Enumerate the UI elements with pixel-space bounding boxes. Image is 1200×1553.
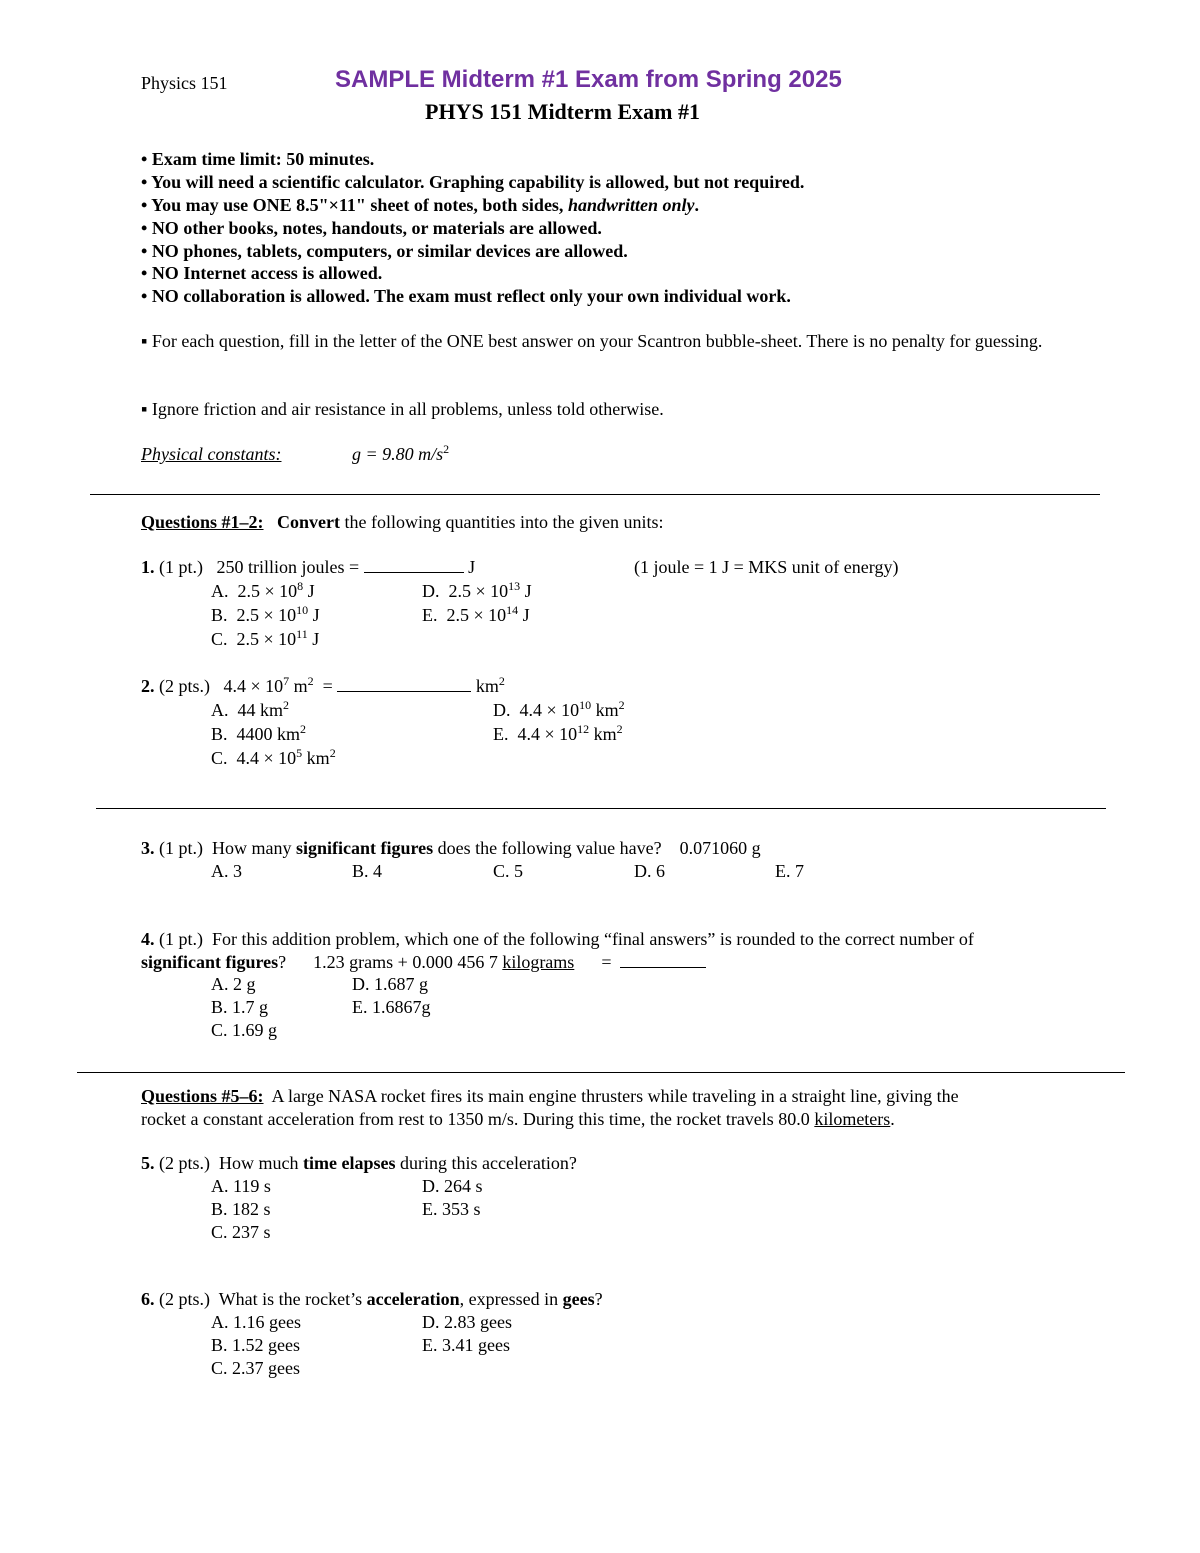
rule-text: NO collaboration is allowed. The exam must reflect only your own individual work. — [151, 286, 791, 306]
option-b: B. 4 — [352, 861, 383, 881]
question-points: (1 pt.) — [159, 557, 203, 577]
exponent: 2 — [443, 442, 450, 456]
option-c: C. 237 s — [211, 1222, 271, 1242]
question-number: 5. — [141, 1153, 155, 1173]
question-number: 6. — [141, 1289, 155, 1309]
instruction-text: Ignore friction and air resistance in all problems, unless told otherwise. — [151, 399, 664, 419]
option-e: E. 7 — [775, 861, 804, 881]
bullet: • — [141, 172, 148, 192]
bullet: • — [141, 241, 148, 261]
group-bold: Convert — [277, 512, 340, 532]
bullet: ▪ — [141, 331, 148, 351]
rule-item — [141, 285, 791, 307]
divider — [77, 1072, 1125, 1073]
question-number: 3. — [141, 838, 155, 858]
sample-title: SAMPLE Midterm #1 Exam from Spring 2025 — [335, 66, 842, 93]
group-text: the following quantities into the given units: — [340, 512, 664, 532]
option-c: C. 2.37 gees — [211, 1358, 300, 1378]
bullet: • — [141, 218, 148, 238]
question-note: (1 joule = 1 J = MKS unit of energy) — [634, 557, 899, 577]
rule-text: . — [694, 195, 699, 215]
constants-label: Physical constants: — [141, 444, 282, 464]
rule-text: NO Internet access is allowed. — [151, 263, 383, 283]
question-points: (1 pt.) — [159, 929, 203, 949]
question-points: (2 pts.) — [159, 1153, 210, 1173]
rule-text: Exam time limit: 50 minutes. — [151, 149, 375, 169]
rule-item — [141, 262, 382, 284]
option-e: E. 353 s — [422, 1199, 481, 1219]
answer-unit: J — [468, 557, 476, 577]
group-label: Questions #1–2: — [141, 512, 264, 532]
answer-blank — [337, 675, 471, 692]
rule-item — [141, 217, 602, 239]
question-prompt: 250 trillion joules = — [216, 557, 360, 577]
answer-blank — [364, 556, 464, 573]
bullet: • — [141, 195, 148, 215]
option-e: E. 3.41 gees — [422, 1335, 510, 1355]
option-e: E. $4.4 \times 10^{12}$ $km^2$ — [493, 722, 623, 744]
divider — [90, 494, 1100, 495]
question-points: (2 pts.) — [159, 676, 210, 696]
rule-text: NO other books, notes, handouts, or materials are allowed. — [151, 218, 602, 238]
exam-title: PHYS 151 Midterm Exam #1 — [425, 99, 700, 124]
bullet: ▪ — [141, 399, 148, 419]
option-c: C. $4.4 \times 10^5$ $km^2$ — [211, 746, 336, 768]
option-b: B. 1.7 g — [211, 997, 269, 1017]
option-d: D. 264 s — [422, 1176, 483, 1196]
option-e: E. 1.6867g — [352, 997, 431, 1017]
divider — [96, 808, 1106, 809]
group1-heading — [141, 511, 663, 533]
option-a: A. 3 — [211, 861, 242, 881]
rule-item — [141, 171, 804, 193]
rule-text: You will need a scientific calculator. Graphing capability is allowed, but not required. — [151, 172, 805, 192]
rule-emphasis: handwritten only — [567, 195, 695, 215]
group-text: A large NASA rocket fires its main engine thrusters while traveling in a straight line, giving the — [271, 1086, 959, 1106]
course-label: Physics 151 — [141, 73, 228, 93]
option-a: A. $2.5 \times 10^8$ J — [211, 579, 315, 601]
option-c: C. 5 — [493, 861, 524, 881]
rule-item — [141, 148, 374, 170]
option-c: C. 1.69 g — [211, 1020, 278, 1040]
question-number: 1. — [141, 557, 155, 577]
option-b: B. 1.52 gees — [211, 1335, 300, 1355]
constant-g — [352, 443, 449, 465]
question-number: 4. — [141, 929, 155, 949]
rule-item — [141, 240, 628, 262]
answer-blank — [620, 951, 706, 968]
option-b: B. 4400 $km^2$ — [211, 722, 307, 744]
question-points: (2 pts.) — [159, 1289, 210, 1309]
rule-item — [141, 194, 699, 216]
option-a: A. 119 s — [211, 1176, 271, 1196]
group-label: Questions #5–6: — [141, 1086, 264, 1106]
instruction-friction — [141, 398, 664, 420]
option-a: A. 1.16 gees — [211, 1312, 301, 1332]
option-a: A. 44 $km^2$ — [211, 698, 290, 720]
rule-text: NO phones, tablets, computers, or similar devices are allowed. — [151, 241, 628, 261]
option-e: E. $2.5 \times 10^{14}$ J — [422, 603, 530, 625]
constant-text: g = 9.80 m/s — [352, 444, 444, 464]
instruction-scantron — [141, 330, 1071, 353]
option-c: C. $2.5 \times 10^{11}$ J — [211, 627, 320, 649]
question-number: 2. — [141, 676, 155, 696]
option-b: B. $2.5 \times 10^{10}$ J — [211, 603, 320, 625]
option-b: B. 182 s — [211, 1199, 271, 1219]
option-d: D. $4.4 \times 10^{10}$ $km^2$ — [493, 698, 625, 720]
option-a: A. 2 g — [211, 974, 256, 994]
question-points: (1 pt.) — [159, 838, 203, 858]
option-d: D. 1.687 g — [352, 974, 428, 994]
bullet: • — [141, 263, 148, 283]
instruction-text: For each question, fill in the letter of the ONE best answer on your Scantron bubble-sheet. There is no penalty for guessing. — [151, 331, 1043, 351]
bullet: • — [141, 149, 148, 169]
option-d: D. 2.83 gees — [422, 1312, 512, 1332]
bullet: • — [141, 286, 148, 306]
option-d: D. $2.5 \times 10^{13}$ J — [422, 579, 532, 601]
rule-text: You may use ONE 8.5"×11" sheet of notes, both sides, — [151, 195, 568, 215]
option-d: D. 6 — [634, 861, 665, 881]
